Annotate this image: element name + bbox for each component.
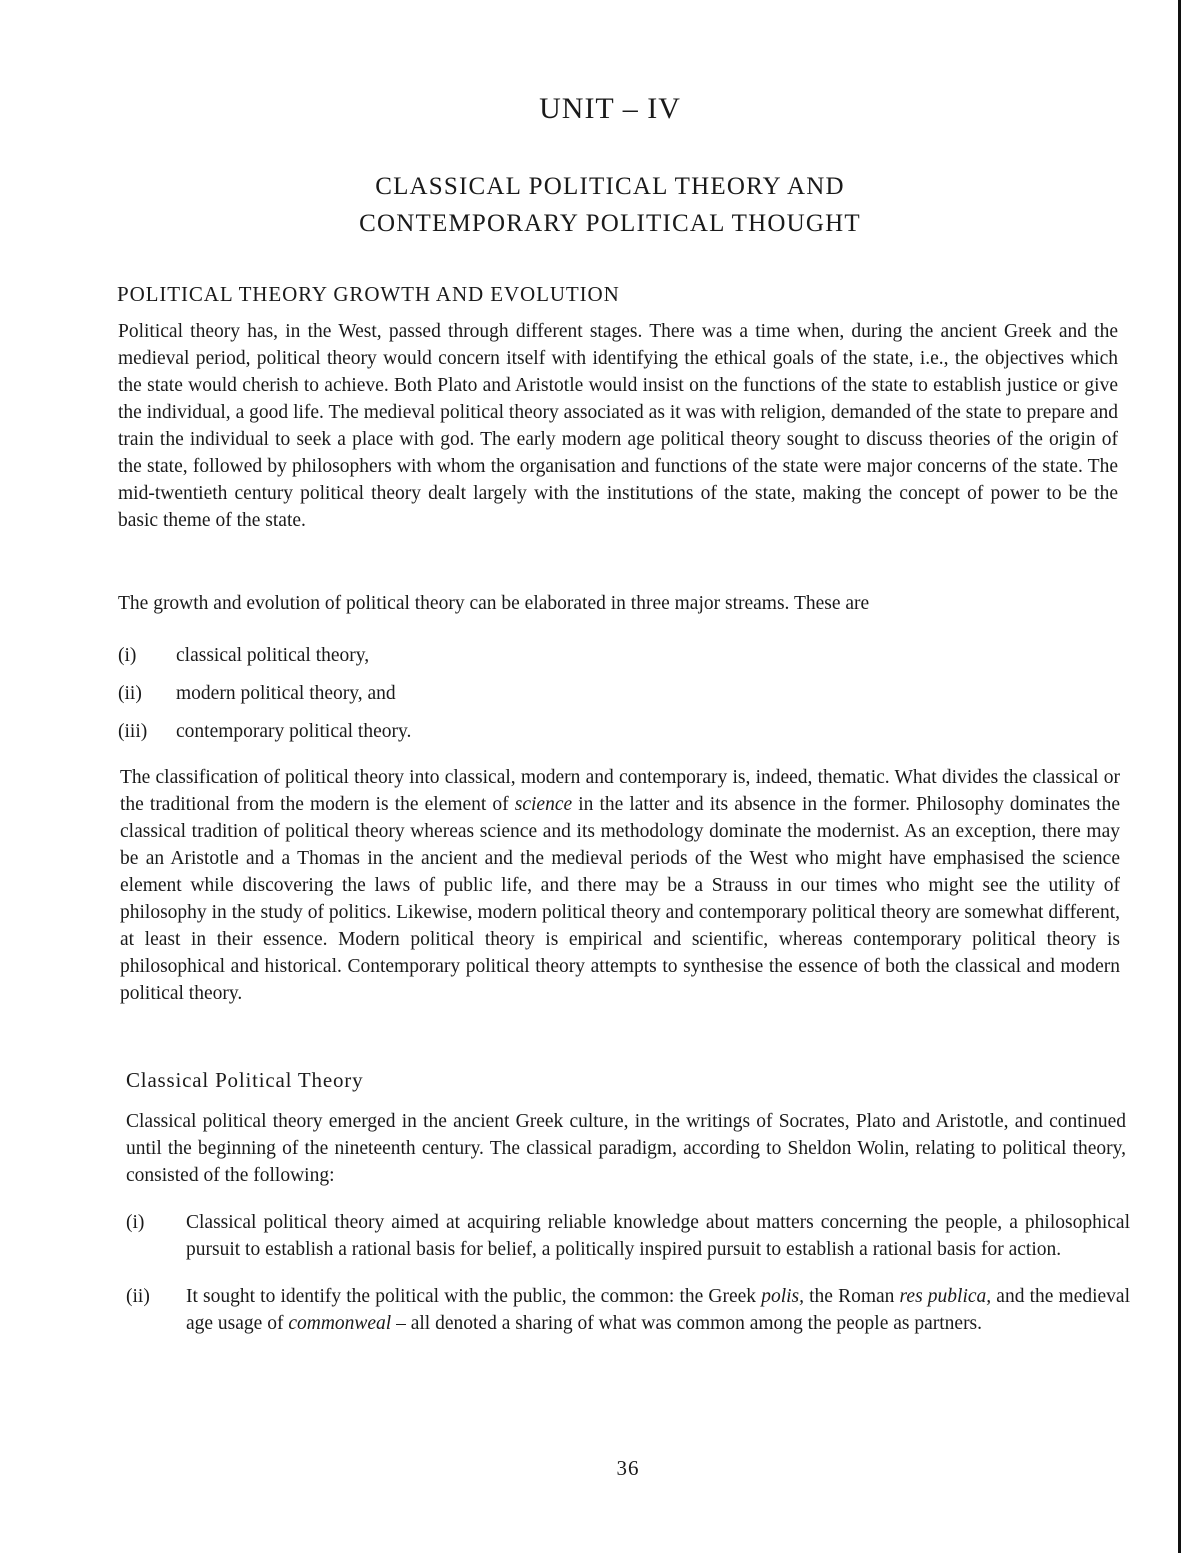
paragraph-text: The classification of political theory into classical, modern and contemporary is, indeed, thematic. What divides the classical or the traditional from the modern is the element of	[120, 767, 1120, 815]
list-item-number: (ii)	[126, 1286, 150, 1307]
chapter-title	[0, 168, 1200, 242]
section-heading: POLITICAL THEORY GROWTH AND EVOLUTION	[117, 282, 620, 306]
streams-list	[118, 642, 1018, 756]
emphasis-res-publica: res publica,	[899, 1286, 992, 1307]
emphasis-commonweal: commonweal	[288, 1313, 392, 1334]
list-item-number: (ii)	[118, 683, 142, 704]
list-item-text: modern political theory, and	[176, 683, 396, 704]
paragraph-classical-origins: Classical political theory emerged in the ancient Greek culture, in the writings of Socrates, Plato and Aristotle, and continued until the beginning of the nineteenth century. The classical paradigm, according to Sheldon Wolin, relating to political theory, consisted of the following:	[126, 1111, 1126, 1186]
page-number: 36	[616, 1456, 640, 1480]
sub-heading-classical: Classical Political Theory	[126, 1068, 364, 1092]
list-item-text: classical political theory,	[176, 645, 370, 666]
paradigm-list	[126, 1209, 1130, 1357]
text-segment: – all denoted a sharing of what was common among the people as partners.	[391, 1313, 983, 1334]
emphasis-science: science	[514, 794, 573, 815]
list-item-text: Classical political theory aimed at acquiring reliable knowledge about matters concerning the people, a philosophical pursuit to establish a rational basis for belief, a politically inspired pursuit to establish a rational basis for action.	[186, 1212, 1130, 1260]
list-item	[118, 718, 1018, 756]
emphasis-polis: polis,	[761, 1286, 804, 1307]
list-item-number: (i)	[126, 1212, 145, 1233]
text-segment: It sought to identify the political with the public, the common: the Greek	[186, 1286, 762, 1307]
paragraph-text: in the latter and its absence in the former. Philosophy dominates the classical tradition of political theory whereas science and its methodology dominate the modernist. As an exception, there may be an Aristotle and a Thomas in the ancient and the medieval periods of the West who might have emphasised the science element while discovering the laws of public life, and there may be a Strauss in our times who might see the utility of philosophy in the study of politics. Likewise, modern political theory and contemporary political theory are somewhat different, at least in their essence. Modern political theory is empirical and scientific, whereas contemporary political theory is philosophical and historical. Contemporary political theory attempts to synthesise the essence of both the classical and modern political theory.	[120, 794, 1120, 1004]
text-segment: the Roman	[804, 1286, 900, 1307]
list-item-number: (i)	[118, 645, 137, 666]
list-item-text: contemporary political theory.	[176, 721, 412, 742]
list-item	[126, 1283, 1130, 1337]
chapter-title-line-2: CONTEMPORARY POLITICAL THOUGHT	[359, 210, 861, 237]
list-item	[118, 642, 1018, 680]
paragraph-political-theory-stages: Political theory has, in the West, passed through different stages. There was a time when, during the ancient Greek and the medieval period, political theory would concern itself with identifying the ethical goals of the state, i.e., the objectives which the state would cherish to achieve. Both Plato and Aristotle would insist on the functions of the state to establish justice or give the individual, a good life. The medieval political theory associated as it was with religion, demanded of the state to prepare and train the individual to seek a place with god. The early modern age political theory sought to discuss theories of the origin of the state, followed by philosophers with whom the organisation and functions of the state were major concerns of the state. The mid-twentieth century political theory dealt largely with the institutions of the state, making the concept of power to be the basic theme of the state.	[118, 321, 1118, 531]
unit-title: UNIT – IV	[539, 92, 681, 125]
list-item-text	[186, 1283, 1130, 1337]
paragraph-classification	[120, 764, 1120, 1007]
paragraph-three-streams-intro: The growth and evolution of political theory can be elaborated in three major streams. These are	[118, 593, 870, 614]
list-item	[118, 680, 1018, 718]
list-item	[126, 1209, 1130, 1263]
list-item-number: (iii)	[118, 721, 148, 742]
text-segment: and the medieval age usage of	[186, 1286, 1130, 1334]
chapter-title-line-1: CLASSICAL POLITICAL THEORY AND	[375, 173, 845, 200]
